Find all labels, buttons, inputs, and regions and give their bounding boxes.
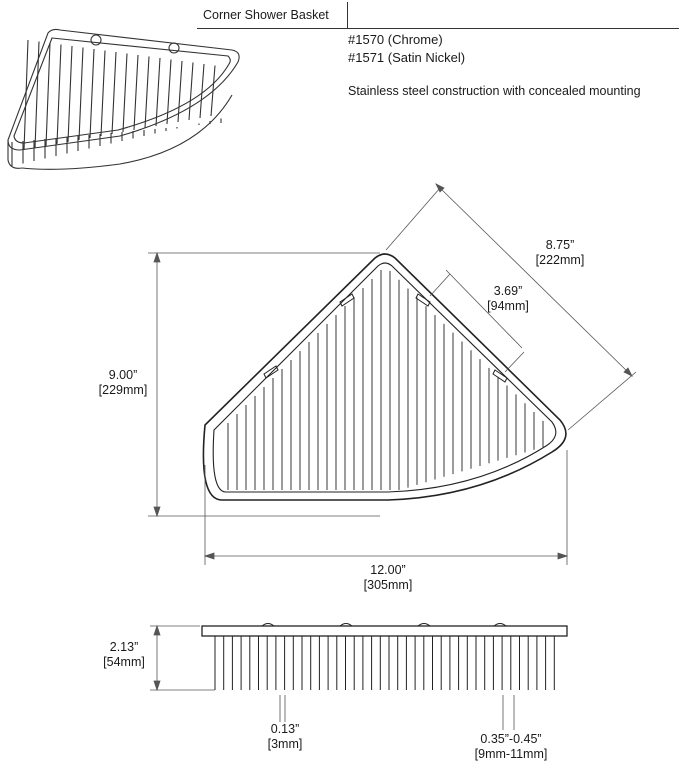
dim-gap: 0.35”-0.45” [9mm-11mm]: [474, 732, 548, 761]
wire: [211, 66, 215, 117]
wire: [68, 46, 72, 142]
dim-mount-spacing: 3.69” [94mm]: [487, 284, 529, 313]
description: Stainless steel construction with concealed mounting: [348, 84, 641, 98]
wire: [35, 42, 39, 149]
isometric-view: [8, 29, 239, 169]
wire: [101, 51, 105, 137]
wire: [189, 63, 193, 121]
dim-depth: 9.00” [229mm]: [98, 368, 148, 397]
dim-wire: 0.13” [3mm]: [267, 722, 303, 751]
wire: [112, 52, 116, 134]
dim-width: 12.00” [305mm]: [363, 563, 413, 592]
product-title: Corner Shower Basket: [203, 8, 329, 22]
wire: [200, 64, 204, 118]
wire: [90, 49, 94, 138]
model-chrome: #1570 (Chrome): [348, 32, 443, 47]
wire: [79, 48, 83, 141]
model-satin-nickel: #1571 (Satin Nickel): [348, 50, 466, 65]
dim-height: 2.13” [54mm]: [103, 640, 145, 669]
wire: [167, 60, 171, 125]
side-view: [202, 624, 567, 691]
wire: [57, 45, 61, 145]
wire: [134, 55, 138, 130]
wire: [145, 57, 149, 129]
dim-diagonal: 8.75” [222mm]: [535, 238, 585, 267]
wire: [46, 43, 50, 146]
wire: [123, 54, 127, 133]
